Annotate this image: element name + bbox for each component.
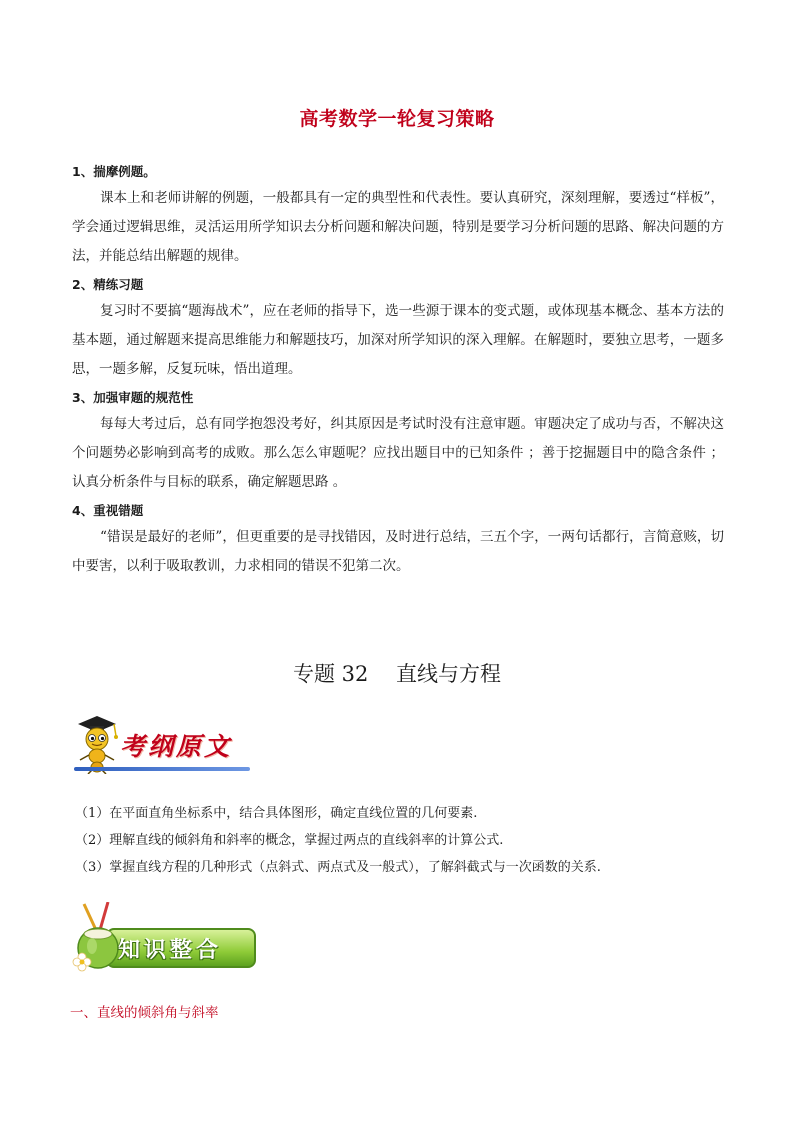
exam-outline-list bbox=[75, 800, 725, 881]
exam-outline-banner-label: 考纲原文 bbox=[120, 732, 233, 761]
document-title: 高考数学一轮复习策略 bbox=[299, 108, 495, 130]
strategy-body-1: 课本上和老师讲解的例题，一般都具有一定的典型性和代表性。要认真研究，深刻理解，要透过“样板”，学会通过逻辑思维，灵活运用所学知识去分析问题和解决问题，特别是要学习分析问题的思路、解决问题的方法，并能总结出解题的规律。 bbox=[72, 190, 724, 264]
exam-outline-item: （1）在平面直角坐标系中，结合具体图形，确定直线位置的几何要素. bbox=[75, 806, 478, 821]
strategy-heading-2: 2、精练习题 bbox=[72, 277, 144, 292]
exam-outline-banner-underline bbox=[74, 767, 250, 771]
strategy-heading-4: 4、重视错题 bbox=[72, 503, 144, 518]
strategy-heading-1: 1、揣摩例题。 bbox=[72, 164, 156, 179]
strategy-list bbox=[72, 160, 724, 583]
section-heading: 一、直线的倾斜角与斜率 bbox=[70, 1005, 219, 1021]
exam-outline-item: （2）理解直线的倾斜角和斜率的概念，掌握过两点的直线斜率的计算公式. bbox=[75, 833, 504, 848]
exam-outline-banner bbox=[70, 710, 255, 776]
strategy-body-4: “错误是最好的老师”，但更重要的是寻找错因，及时进行总结，三五个字，一两句话都行，言简意赅，切中要害，以利于吸取教训，力求相同的错误不犯第二次。 bbox=[72, 529, 724, 574]
topic-title: 专题 32 直线与方程 bbox=[292, 662, 502, 686]
knowledge-banner bbox=[70, 906, 260, 972]
knowledge-banner-label: 知识整合 bbox=[118, 937, 223, 963]
strategy-body-2: 复习时不要搞“题海战术”，应在老师的指导下，选一些源于课本的变式题，或体现基本概念、基本方法的基本题，通过解题来提高思维能力和解题技巧，加深对所学知识的深入理解。在解题时，要独立思考，一题多思，一题多解，反复玩味，悟出道理。 bbox=[72, 303, 724, 377]
strategy-body-3: 每每大考过后，总有同学抱怨没考好，纠其原因是考试时没有注意审题。审题决定了成功与否，不解决这个问题势必影响到高考的成败。那么怎么审题呢？应找出题目中的已知条件 ；善于挖掘题目中的隐含条件 ；认真分析条件与目标的联系，确定解题思路 。 bbox=[72, 416, 724, 490]
exam-outline-item: （3）掌握直线方程的几种形式（点斜式、两点式及一般式），了解斜截式与一次函数的关系. bbox=[75, 860, 601, 875]
ant-mascot-icon bbox=[70, 710, 124, 774]
strategy-heading-3: 3、加强审题的规范性 bbox=[72, 390, 194, 405]
